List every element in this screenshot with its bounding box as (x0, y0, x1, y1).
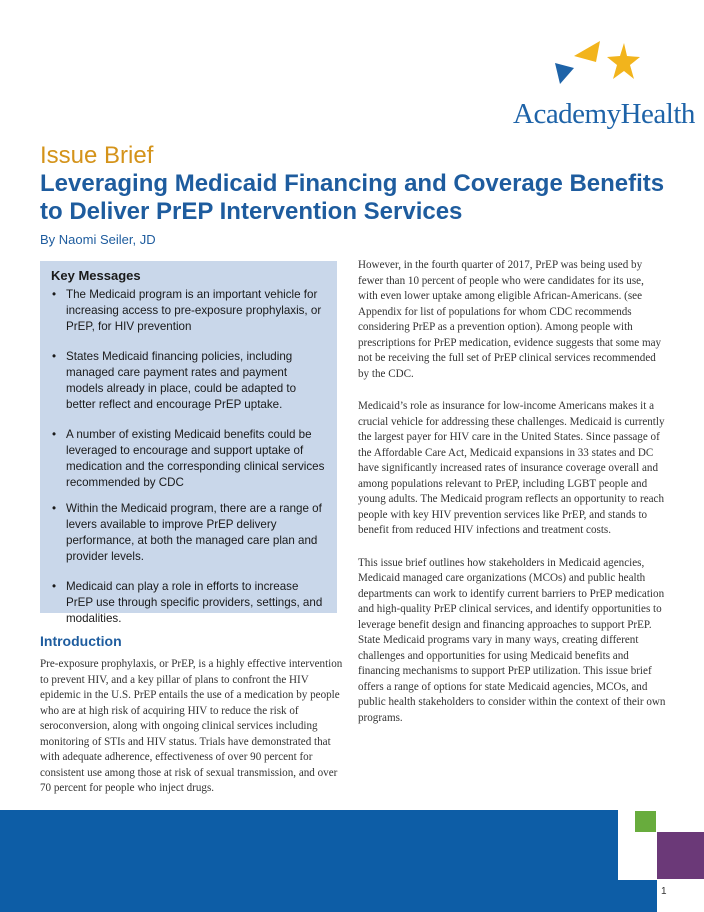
footer-decor-purple-square (657, 832, 704, 879)
body-paragraph: However, in the fourth quarter of 2017, PrEP was being used by fewer than 10 percent of people who were candidates for its use, with even lower uptake among eligible African-Americans. (see Appendix for list of populations for whom CDC recommends considering PrEP as a prevention option). Among people with prescriptions for PrEP medication, evidence suggests that some may not be receiving the full set of PrEP clinical services recommended by the CDC. (358, 259, 662, 380)
document-title: Leveraging Medicaid Financing and Coverage Benefits to Deliver PrEP Intervention Services (40, 170, 665, 225)
right-column (358, 258, 666, 743)
key-messages-list (51, 287, 327, 627)
footer-band (0, 810, 704, 912)
page-number: 1 (661, 886, 667, 897)
key-message-item: • Within the Medicaid program, there are a range of levers available to improve PrEP delivery performance, at both the managed care plan and provider levels. (51, 501, 327, 565)
star-swoosh-icon (552, 38, 642, 90)
author-byline: By Naomi Seiler, JD (40, 232, 156, 247)
academyhealth-logo (510, 38, 695, 130)
key-message-item: • The Medicaid program is an important vehicle for increasing access to pre-exposure prophylaxis, or PrEP, for HIV prevention (51, 287, 327, 335)
issue-brief-label: Issue Brief (40, 142, 154, 169)
body-paragraph: Medicaid’s role as insurance for low-income Americans makes it a crucial vehicle for addressing these challenges. Medicaid is currently the largest payer for HIV care in the United States. Since passage of the Affordable Care Act, Medicaid expansions in 33 states and DC have significantly increased rates of insurance coverage overall and among populations relevant to PrEP, including LGBT people and young adults. The Medicaid program reflects an opportunity to reach people with key HIV prevention services like PrEP, and stands to benefit from reduced HIV infections and treatment costs. (358, 400, 665, 536)
introduction-heading: Introduction (40, 633, 122, 649)
brand-name: AcademyHealth (513, 98, 695, 130)
introduction-paragraph: Pre-exposure prophylaxis, or PrEP, is a highly effective intervention to prevent HIV, and a key pillar of plans to confront the HIV epidemic in the U.S. PrEP entails the use of a medication by people who are at high risk of acquiring HIV to reduce the risk of seroconversion, along with ongoing clinical services including monitoring of STIs and HIV status. Trials have demonstrated that with adequate adherence, effectiveness of over 90 percent for consistent use among those at risk of sexual transmission, and over 70 percent for people who inject drugs. (40, 658, 343, 794)
key-message-item: • Medicaid can play a role in efforts to increase PrEP use through specific providers, settings, and modalities. (51, 579, 327, 627)
key-messages-box (40, 261, 337, 625)
footer-decor-green-square (635, 811, 656, 832)
key-message-item: • States Medicaid financing policies, including managed care payment rates and payment models already in place, could be adapted to better reflect and encourage PrEP uptake. (51, 349, 327, 413)
body-paragraph: This issue brief outlines how stakeholders in Medicaid agencies, Medicaid managed care organizations (MCOs) and public health departments can work to identify current barriers to PrEP medication and high-quality PrEP clinical services, and identify opportunities to leverage benefit design and financing approaches to support PrEP. State Medicaid programs vary in many ways, creating different challenges and opportunities for using Medicaid benefits and financing mechanisms to support PrEP utilization. This issue brief offers a range of options for state Medicaid agencies, MCOs, and public health stakeholders to consider within the context of their own programs. (358, 556, 666, 724)
key-message-item: • A number of existing Medicaid benefits could be leveraged to encourage and support uptake of medication and the corresponding clinical services recommended by CDC (51, 427, 327, 491)
key-messages-heading: Key Messages (51, 268, 141, 283)
